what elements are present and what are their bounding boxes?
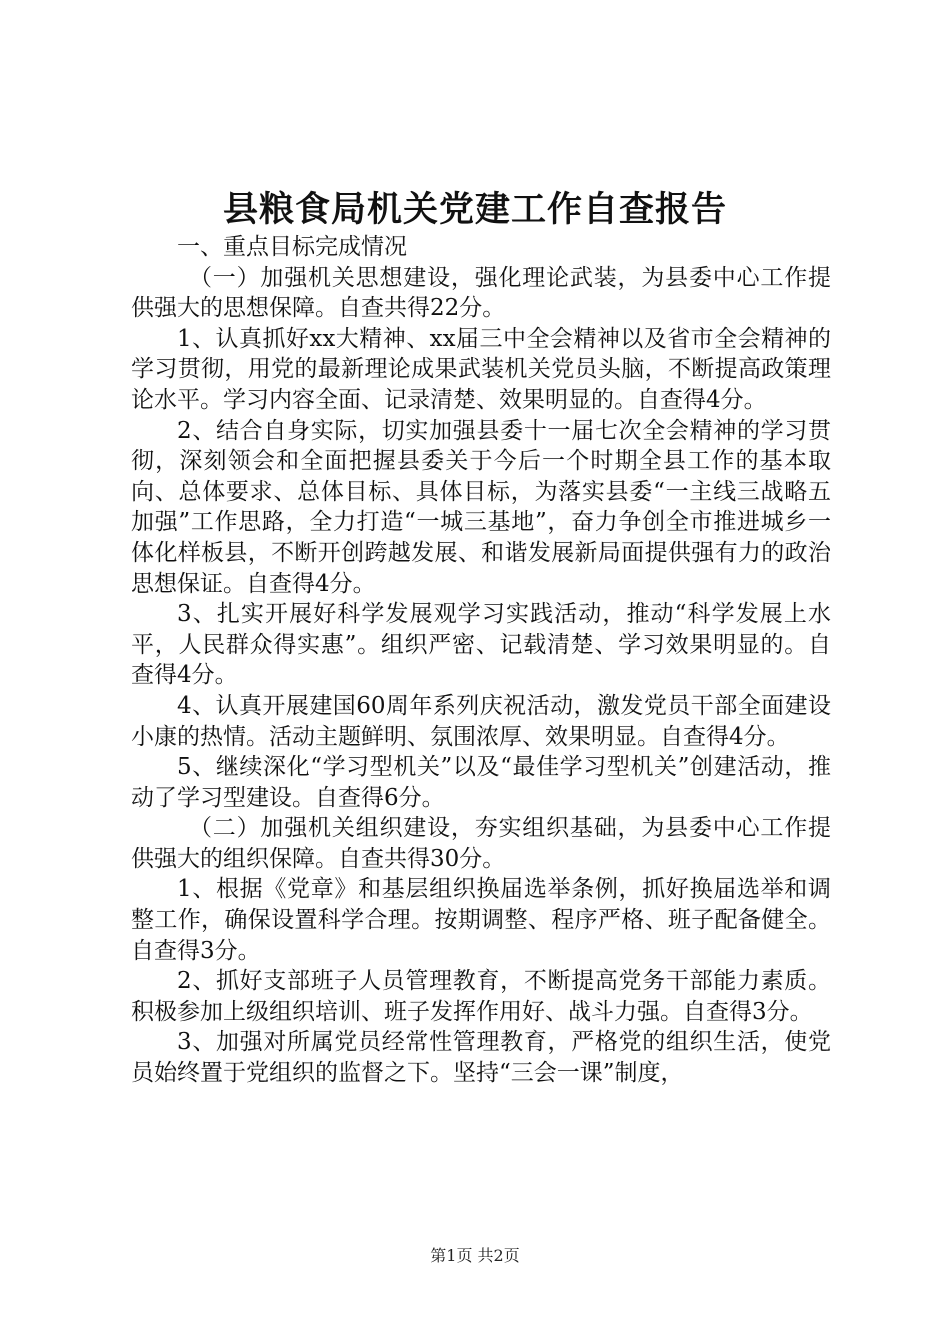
list-item: 1、根据《党章》和基层组织换届选举条例，抓好换届选举和调整工作，确保设置科学合理。按期调整、程序严格、班子配备健全。自查得3分。	[131, 876, 831, 964]
list-item: 3、加强对所属党员经常性管理教育，严格党的组织生活，使党员始终置于党组织的监督之下。坚持“三会一课”制度，	[131, 1029, 831, 1087]
list-item: 4、认真开展建国60周年系列庆祝活动，激发党员干部全面建设小康的热情。活动主题鲜明、氛围浓厚、效果明显。自查得4分。	[131, 692, 831, 750]
subsection-heading: （一）加强机关思想建设，强化理论武装，为县委中心工作提供强大的思想保障。自查共得22分。	[131, 264, 831, 322]
list-item: 5、继续深化“学习型机关”以及“最佳学习型机关”创建活动，推动了学习型建设。自查得6分。	[131, 754, 831, 811]
section-heading: 一、重点目标完成情况	[177, 234, 407, 260]
list-item: 3、扎实开展好科学发展观学习实践活动，推动“科学发展上水平，人民群众得实惠”。组织严密、记载清楚、学习效果明显的。自查得4分。	[131, 601, 831, 689]
page-number-footer: 第1页 共2页	[430, 1246, 520, 1265]
list-item: 2、抓好支部班子人员管理教育，不断提高党务干部能力素质。积极参加上级组织培训、班子发挥作用好、战斗力强。自查得3分。	[131, 968, 831, 1025]
document-body	[131, 232, 831, 1089]
list-item: 1、认真抓好xx大精神、xx届三中全会精神以及省市全会精神的学习贯彻，用党的最新理论成果武装机关党员头脑，不断提高政策理论水平。学习内容全面、记录清楚、效果明显的。自查得4分。	[131, 325, 831, 413]
list-item: 2、结合自身实际，切实加强县委十一届七次全会精神的学习贯彻，深刻领会和全面把握县委关于今后一个时期全县工作的基本取向、总体要求、总体目标、具体目标，为落实县委“一主线三战略五加强”工作思路，全力打造“一城三基地”，奋力争创全市推进城乡一体化样板县，不断开创跨越发展、和谐发展新局面提供强有力的政治思想保证。自查得4分。	[131, 417, 831, 597]
subsection-heading: （二）加强机关组织建设，夯实组织基础，为县委中心工作提供强大的组织保障。自查共得30分。	[131, 815, 831, 872]
document-title: 县粮食局机关党建工作自查报告	[222, 189, 727, 230]
